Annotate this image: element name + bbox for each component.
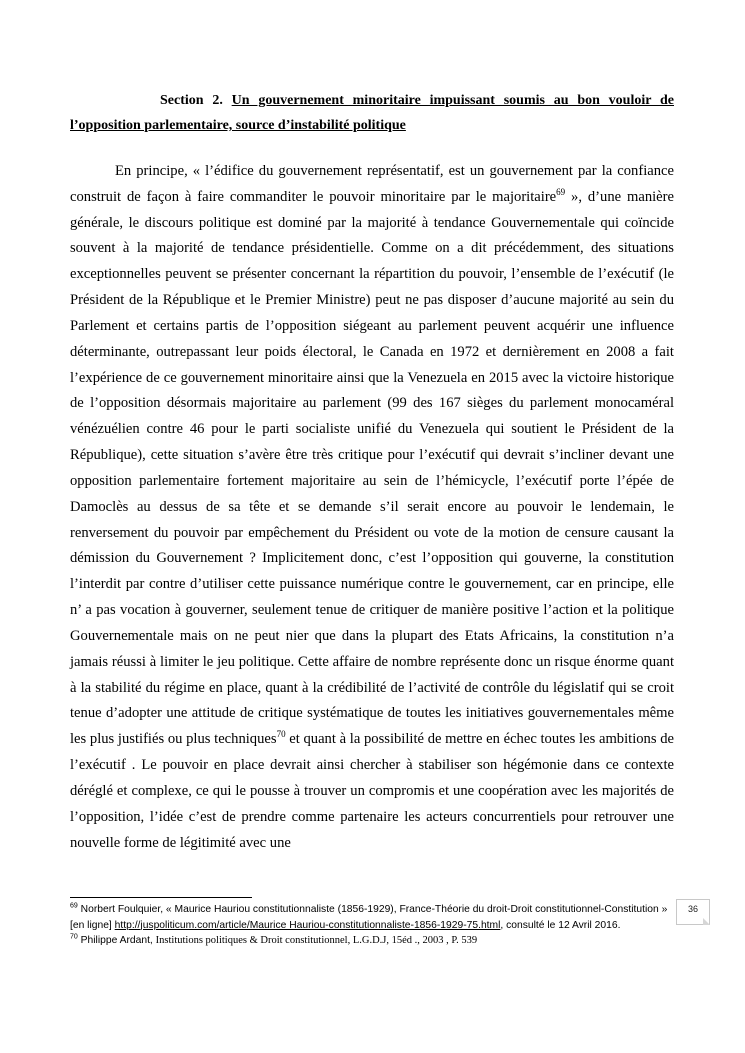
section-title-line2: l’opposition parlementaire, source d’instabilité politique (70, 118, 406, 133)
footnote-ref-69[interactable]: 69 (556, 186, 566, 197)
section-title-line1: Un gouvernement minoritaire impuissant soumis au bon vouloir de (231, 93, 674, 108)
page-number: 36 (676, 899, 710, 925)
footnote-text: Norbert Foulquier, « Maurice Hauriou constitutionnaliste (1856-1929), France-Théorie du droit-Droit constitutionnel-Constitution » [en ligne] (70, 904, 668, 931)
footnote-number: 69 (70, 902, 78, 910)
body-text-part3: et quant à la possibilité de mettre en échec toutes les ambitions de l’exécutif . Le pouvoir en place devrait ainsi chercher à stabiliser son hégémonie dans ce contexte déréglé et complexe, ce qui le pousse à trouver un compromis et une coopération avec les majorités de l’opposition, l’idée c’est de prendre comme partenaire les acteurs concurrentiels pour retrouver une nouvelle forme de légitimité avec une (70, 731, 674, 851)
footnote-separator (70, 897, 252, 898)
footnote-text-after: , consulté le 12 Avril 2016. (500, 919, 621, 931)
footnote-text: Philippe Ardant, (77, 935, 156, 946)
footnotes (70, 902, 670, 949)
footnote-ref-70[interactable]: 70 (276, 729, 286, 740)
footnote-citation: Institutions politiques & Droit constitutionnel, L.G.D.J, 15éd ., 2003 , P. 539 (155, 935, 478, 946)
footnote-69 (70, 902, 670, 933)
body-text-part2: », d’une manière générale, le discours politique est dominé par la majorité à tendance Gouvernementale qui coïncide souvent à la majorité de tendance présidentielle. Comme on a dit précédemment, des situations exceptionnelles peuvent se présenter concernant la répartition du pouvoir, l’ensemble de l’exécutif (le Président de la République et le Premier Ministre) peut ne pas disposer d’aucune majorité au sein du Parlement et certains partis de l’opposition siégeant au parlement peuvent acquérir une influence déterminante, outrepassant leur poids électoral, le Canada en 1972 et dernièrement en 2008 a fait l’expérience de ce gouvernement minoritaire ainsi que la Venezuela en 2015 avec la victoire historique de l’opposition désormais majoritaire au parlement (99 des 167 sièges du parlement monocaméral vénézuélien contre 46 pour le parti socialiste unifié du Venezuela qui soutient le Président de la République), cette situation s’avère être très critique pour l’exécutif qui devrait s’incliner devant une opposition parlementaire fortement majoritaire au sein de l’hémicycle, l’exécutif porte l’épée de Damoclès au dessus de sa tête et se demande s’il serait encore au pouvoir le lendemain, le renversement du pouvoir par empêchement du Président ou vote de la motion de censure causant la démission du Gouvernement ? Implicitement donc, c’est l’opposition qui gouverne, la constitution l’interdit par contre d’utiliser cette puissance numérique contre le gouvernement, car en principe, elle n’ a pas vocation à gouverner, seulement tenue de critiquer de manière positive l’action et la politique Gouvernementale mais on ne peut nier que dans la plupart des Etats Africains, la constitution n’a jamais réussi à limiter le jeu politique. Cette affaire de nombre représente donc un risque énorme quant à la stabilité du régime en place, quant à la crédibilité de l’activité de contrôle du législatif qui se croit tenue d’adopter une attitude de critique systématique de toutes les initiatives gouvernementales même les plus justifiés ou plus techniques (70, 188, 674, 748)
footnote-70 (70, 933, 670, 949)
section-label: Section 2. (160, 93, 223, 108)
footnote-link[interactable]: http://juspoliticum.com/article/Maurice Hauriou-constitutionnaliste-1856-1929-75.html (114, 919, 501, 931)
body-text-part1: En principe, « l’édifice du gouvernement représentatif, est un gouvernement par la confiance construit de façon à faire commanditer le pouvoir minoritaire par le majoritaire (70, 163, 674, 205)
footnote-number: 70 (70, 933, 78, 941)
section-heading (70, 88, 674, 138)
body-paragraph (70, 159, 674, 856)
